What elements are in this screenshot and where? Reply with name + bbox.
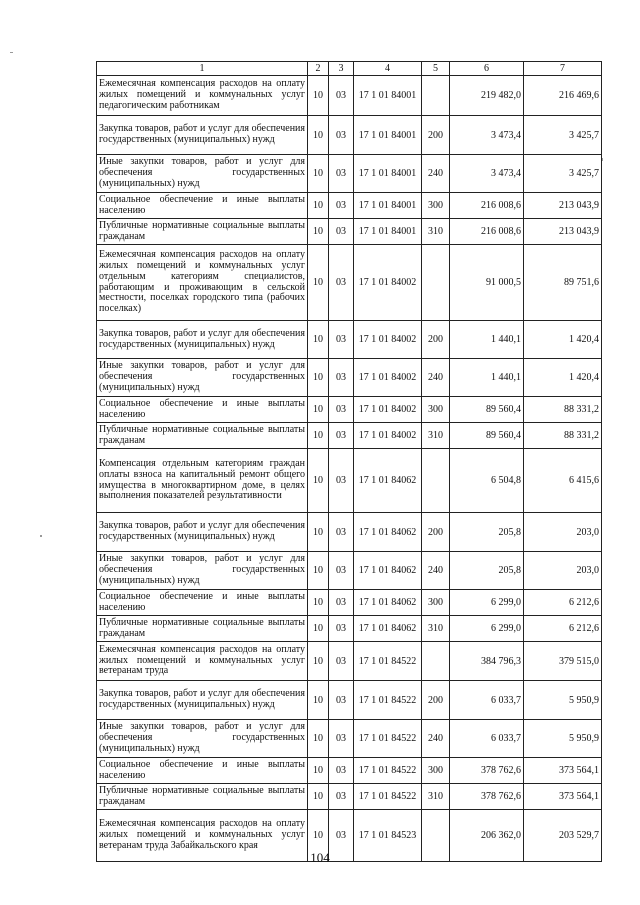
table-cell-target-code: 17 1 01 84062 [354, 616, 422, 642]
table-cell-target-code: 17 1 01 84522 [354, 642, 422, 681]
table-cell-target-code: 17 1 01 84002 [354, 397, 422, 423]
table-row [97, 616, 602, 642]
table-cell-expense-type: 310 [422, 219, 450, 245]
table-cell-target-code: 17 1 01 84002 [354, 359, 422, 397]
table-cell-target-code: 17 1 01 84522 [354, 720, 422, 758]
table-row [97, 397, 602, 423]
table-cell-description: Закупка товаров, работ и услуг для обеспечения государственных (муниципальных) нужд [97, 116, 308, 155]
table-cell-target-code: 17 1 01 84062 [354, 552, 422, 590]
table-cell-expense-type: 300 [422, 397, 450, 423]
table-cell-description: Иные закупки товаров, работ и услуг для обеспечения государственных (муниципальных) нужд [97, 155, 308, 193]
table-cell-amount-year2: 5 950,9 [524, 720, 602, 758]
table-cell-subsection: 03 [329, 513, 354, 552]
table-cell-target-code: 17 1 01 84002 [354, 423, 422, 449]
table-cell-description: Закупка товаров, работ и услуг для обеспечения государственных (муниципальных) нужд [97, 681, 308, 720]
table-cell-subsection: 03 [329, 321, 354, 359]
scan-mark [602, 158, 603, 161]
table-cell-target-code: 17 1 01 84522 [354, 758, 422, 784]
table-cell-expense-type: 240 [422, 552, 450, 590]
table-cell-description: Иные закупки товаров, работ и услуг для обеспечения государственных (муниципальных) нужд [97, 359, 308, 397]
table-cell-description: Социальное обеспечение и иные выплаты населению [97, 758, 308, 784]
table-cell-amount-year1: 216 008,6 [450, 193, 524, 219]
table-row [97, 590, 602, 616]
table-cell-target-code: 17 1 01 84523 [354, 810, 422, 862]
table-cell-amount-year2: 1 420,4 [524, 359, 602, 397]
table-cell-amount-year2: 203 529,7 [524, 810, 602, 862]
table-cell-expense-type: 240 [422, 155, 450, 193]
table-cell-description: Закупка товаров, работ и услуг для обеспечения государственных (муниципальных) нужд [97, 513, 308, 552]
table-cell-description: Социальное обеспечение и иные выплаты населению [97, 397, 308, 423]
table-cell-expense-type: 300 [422, 590, 450, 616]
table-cell-subsection: 03 [329, 642, 354, 681]
table-cell-amount-year1: 3 473,4 [450, 116, 524, 155]
table-cell-section: 10 [308, 76, 329, 116]
table-cell-amount-year1: 6 299,0 [450, 616, 524, 642]
table-cell-expense-type: 310 [422, 784, 450, 810]
table-cell-subsection: 03 [329, 681, 354, 720]
scan-mark [40, 535, 42, 537]
table-cell-section: 10 [308, 758, 329, 784]
table-cell-subsection: 03 [329, 193, 354, 219]
table-cell-description: Иные закупки товаров, работ и услуг для обеспечения государственных (муниципальных) нужд [97, 720, 308, 758]
table-cell-target-code: 17 1 01 84001 [354, 116, 422, 155]
table-cell-amount-year1: 3 473,4 [450, 155, 524, 193]
table-cell-section: 10 [308, 810, 329, 862]
table-cell-subsection: 03 [329, 720, 354, 758]
table-cell-target-code: 17 1 01 84522 [354, 784, 422, 810]
table-cell-subsection: 03 [329, 758, 354, 784]
table-cell-subsection: 03 [329, 116, 354, 155]
table-row [97, 155, 602, 193]
table-cell-expense-type [422, 449, 450, 513]
table-cell-expense-type: 200 [422, 321, 450, 359]
table-cell-section: 10 [308, 423, 329, 449]
table-cell-section: 10 [308, 552, 329, 590]
table-cell-amount-year1: 91 000,5 [450, 245, 524, 321]
table-cell-amount-year2: 203,0 [524, 513, 602, 552]
table-cell-amount-year2: 373 564,1 [524, 758, 602, 784]
table-cell-expense-type: 200 [422, 513, 450, 552]
table-cell-subsection: 03 [329, 397, 354, 423]
table-row [97, 784, 602, 810]
table-cell-section: 10 [308, 245, 329, 321]
table-cell-description: Социальное обеспечение и иные выплаты населению [97, 590, 308, 616]
table-cell-amount-year2: 203,0 [524, 552, 602, 590]
table-cell-target-code: 17 1 01 84522 [354, 681, 422, 720]
table-cell-section: 10 [308, 590, 329, 616]
column-header: 5 [422, 62, 450, 76]
table-cell-subsection: 03 [329, 76, 354, 116]
table-cell-subsection: 03 [329, 810, 354, 862]
table-cell-description: Публичные нормативные социальные выплаты гражданам [97, 784, 308, 810]
table-cell-section: 10 [308, 116, 329, 155]
table-row [97, 219, 602, 245]
table-row [97, 720, 602, 758]
table-cell-expense-type: 200 [422, 681, 450, 720]
table-row [97, 116, 602, 155]
budget-table [96, 61, 602, 862]
table-cell-subsection: 03 [329, 245, 354, 321]
table-cell-amount-year2: 216 469,6 [524, 76, 602, 116]
table-cell-description: Ежемесячная компенсация расходов на оплату жилых помещений и коммунальных услуг педагогическим работникам [97, 76, 308, 116]
table-cell-expense-type [422, 245, 450, 321]
table-row [97, 513, 602, 552]
table-cell-amount-year1: 205,8 [450, 513, 524, 552]
table-cell-amount-year1: 89 560,4 [450, 423, 524, 449]
table-cell-amount-year1: 6 299,0 [450, 590, 524, 616]
table-cell-subsection: 03 [329, 590, 354, 616]
table-cell-description: Ежемесячная компенсация расходов на оплату жилых помещений и коммунальных услуг ветеранам труда Забайкальского края [97, 810, 308, 862]
table-cell-expense-type: 240 [422, 720, 450, 758]
table-cell-expense-type: 300 [422, 193, 450, 219]
table-cell-subsection: 03 [329, 155, 354, 193]
table-cell-target-code: 17 1 01 84002 [354, 245, 422, 321]
table-cell-expense-type [422, 642, 450, 681]
table-cell-expense-type: 300 [422, 758, 450, 784]
table-cell-section: 10 [308, 219, 329, 245]
table-cell-amount-year1: 89 560,4 [450, 397, 524, 423]
table-cell-amount-year2: 89 751,6 [524, 245, 602, 321]
column-header: 4 [354, 62, 422, 76]
table-cell-target-code: 17 1 01 84062 [354, 513, 422, 552]
table-cell-subsection: 03 [329, 359, 354, 397]
table-cell-amount-year1: 206 362,0 [450, 810, 524, 862]
table-cell-amount-year2: 3 425,7 [524, 155, 602, 193]
table-cell-amount-year2: 6 212,6 [524, 590, 602, 616]
table-cell-section: 10 [308, 359, 329, 397]
table-cell-amount-year1: 219 482,0 [450, 76, 524, 116]
table-cell-amount-year1: 1 440,1 [450, 359, 524, 397]
table-cell-amount-year2: 213 043,9 [524, 193, 602, 219]
table-cell-amount-year1: 205,8 [450, 552, 524, 590]
table-cell-amount-year1: 1 440,1 [450, 321, 524, 359]
table-cell-amount-year2: 88 331,2 [524, 423, 602, 449]
table-cell-amount-year1: 216 008,6 [450, 219, 524, 245]
column-header: 3 [329, 62, 354, 76]
table-cell-subsection: 03 [329, 552, 354, 590]
column-header: 7 [524, 62, 602, 76]
column-header: 1 [97, 62, 308, 76]
table-cell-section: 10 [308, 155, 329, 193]
column-header: 6 [450, 62, 524, 76]
table-cell-target-code: 17 1 01 84062 [354, 590, 422, 616]
table-cell-expense-type [422, 76, 450, 116]
table-cell-description: Иные закупки товаров, работ и услуг для обеспечения государственных (муниципальных) нужд [97, 552, 308, 590]
table-row [97, 76, 602, 116]
table-row [97, 449, 602, 513]
table-row [97, 321, 602, 359]
table-cell-subsection: 03 [329, 449, 354, 513]
table-cell-amount-year2: 379 515,0 [524, 642, 602, 681]
table-cell-section: 10 [308, 321, 329, 359]
table-cell-subsection: 03 [329, 616, 354, 642]
table-cell-section: 10 [308, 193, 329, 219]
table-cell-section: 10 [308, 449, 329, 513]
table-header-row [97, 62, 602, 76]
table-row [97, 552, 602, 590]
table-row [97, 758, 602, 784]
table-cell-subsection: 03 [329, 219, 354, 245]
table-row [97, 245, 602, 321]
table-cell-section: 10 [308, 720, 329, 758]
table-cell-amount-year1: 6 033,7 [450, 681, 524, 720]
table-cell-amount-year2: 6 415,6 [524, 449, 602, 513]
table-cell-amount-year1: 6 504,8 [450, 449, 524, 513]
table-cell-amount-year2: 5 950,9 [524, 681, 602, 720]
table-cell-section: 10 [308, 642, 329, 681]
scan-mark [10, 52, 13, 53]
table-cell-expense-type: 240 [422, 359, 450, 397]
table-row [97, 423, 602, 449]
table-cell-description: Публичные нормативные социальные выплаты гражданам [97, 616, 308, 642]
table-cell-section: 10 [308, 681, 329, 720]
table-cell-target-code: 17 1 01 84001 [354, 155, 422, 193]
table-cell-description: Публичные нормативные социальные выплаты гражданам [97, 423, 308, 449]
table-cell-expense-type: 310 [422, 423, 450, 449]
table-row [97, 193, 602, 219]
table-cell-section: 10 [308, 513, 329, 552]
table-cell-amount-year2: 3 425,7 [524, 116, 602, 155]
page-number: 104 [310, 850, 330, 865]
table-cell-section: 10 [308, 616, 329, 642]
table-cell-description: Ежемесячная компенсация расходов на оплату жилых помещений и коммунальных услуг ветеранам труда [97, 642, 308, 681]
table-cell-expense-type: 200 [422, 116, 450, 155]
table-cell-target-code: 17 1 01 84062 [354, 449, 422, 513]
table-cell-amount-year2: 213 043,9 [524, 219, 602, 245]
table-cell-amount-year2: 373 564,1 [524, 784, 602, 810]
table-cell-amount-year2: 88 331,2 [524, 397, 602, 423]
table-cell-subsection: 03 [329, 423, 354, 449]
table-cell-description: Социальное обеспечение и иные выплаты населению [97, 193, 308, 219]
table-cell-amount-year1: 6 033,7 [450, 720, 524, 758]
table-cell-expense-type: 310 [422, 616, 450, 642]
table-cell-description: Закупка товаров, работ и услуг для обеспечения государственных (муниципальных) нужд [97, 321, 308, 359]
table-row [97, 681, 602, 720]
table-cell-amount-year2: 6 212,6 [524, 616, 602, 642]
table-cell-target-code: 17 1 01 84001 [354, 76, 422, 116]
table-row [97, 359, 602, 397]
table-cell-section: 10 [308, 397, 329, 423]
column-header: 2 [308, 62, 329, 76]
table-cell-section: 10 [308, 784, 329, 810]
table-cell-subsection: 03 [329, 784, 354, 810]
table-cell-amount-year2: 1 420,4 [524, 321, 602, 359]
table-row [97, 642, 602, 681]
table-cell-description: Ежемесячная компенсация расходов на оплату жилых помещений и коммунальных услуг отдельным категориям специалистов, работающим и проживающим в сельской местности, поселках городского типа (рабочих поселках) [97, 245, 308, 321]
table-cell-target-code: 17 1 01 84001 [354, 193, 422, 219]
table-cell-amount-year1: 378 762,6 [450, 758, 524, 784]
table-cell-description: Компенсация отдельным категориям граждан оплаты взноса на капитальный ремонт общего имущества в многоквартирном доме, в целях выполнения показателей результативности [97, 449, 308, 513]
table-cell-target-code: 17 1 01 84001 [354, 219, 422, 245]
table-cell-amount-year1: 384 796,3 [450, 642, 524, 681]
table-cell-description: Публичные нормативные социальные выплаты гражданам [97, 219, 308, 245]
table-cell-amount-year1: 378 762,6 [450, 784, 524, 810]
table-cell-target-code: 17 1 01 84002 [354, 321, 422, 359]
